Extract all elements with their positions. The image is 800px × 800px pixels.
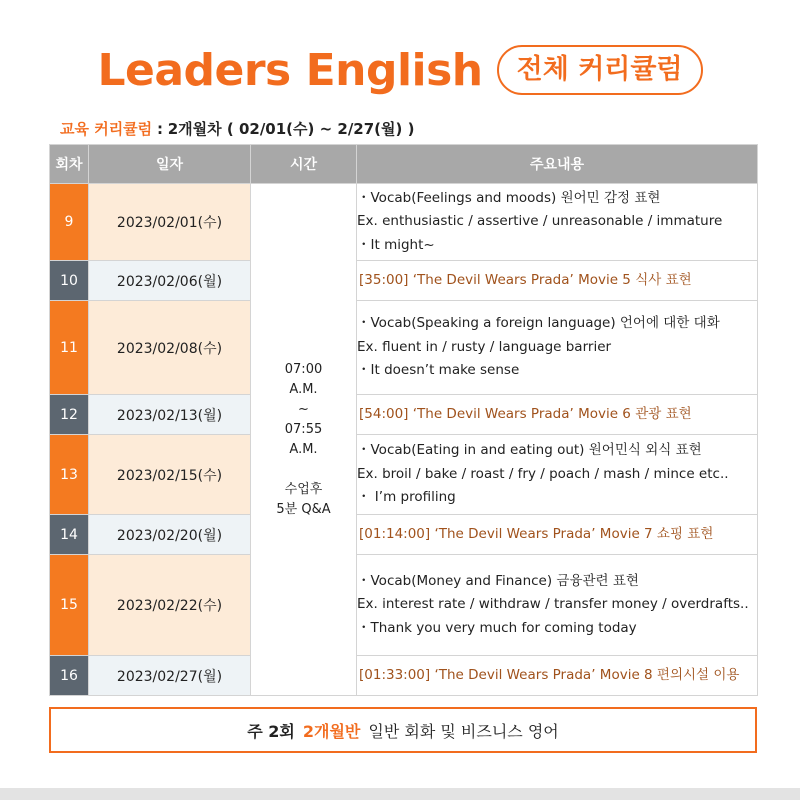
movie-line: [01:14:00] ‘The Devil Wears Prada’ Movie 7 쇼핑 표현: [359, 525, 714, 542]
movie-content: [357, 261, 758, 301]
subtitle: [60, 118, 414, 139]
time-line: 5분 Q&A: [276, 501, 331, 517]
session-date: 2023/02/06(월): [89, 261, 251, 301]
subtitle-colon: :: [156, 120, 163, 138]
session-number: 13: [50, 435, 89, 515]
movie-line: [35:00] ‘The Devil Wears Prada’ Movie 5 식사 표현: [359, 271, 692, 288]
content-line: Ex. interest rate / withdraw / transfer money / overdrafts..: [357, 596, 749, 613]
session-date: 2023/02/27(월): [89, 656, 251, 696]
title-bar: [0, 38, 800, 102]
content-line: ・ I’m profiling: [357, 489, 456, 506]
lesson-content: [357, 435, 758, 515]
time-line: 07:55: [284, 421, 323, 437]
lesson-content: [357, 184, 758, 261]
content-line: ・Thank you very much for coming today: [357, 619, 637, 636]
time-line: 수업후: [284, 481, 323, 497]
summary-frequency: 주 2회: [247, 721, 295, 741]
session-number: 10: [50, 261, 89, 301]
table-header-row: [50, 145, 758, 184]
time-line: 07:00: [284, 361, 323, 377]
lesson-content: [357, 301, 758, 395]
column-header-time: 시간: [251, 145, 357, 184]
movie-line: [54:00] ‘The Devil Wears Prada’ Movie 6 관광 표현: [359, 405, 692, 422]
movie-line: [01:33:00] ‘The Devil Wears Prada’ Movie 8 편의시설 이용: [359, 666, 740, 683]
session-date: 2023/02/13(월): [89, 395, 251, 435]
content-line: ・Vocab(Eating in and eating out) 원어민식 외식 표현: [357, 442, 702, 459]
session-number: 15: [50, 555, 89, 656]
summary-duration: 2개월반: [302, 721, 361, 741]
column-header-content: 주요내용: [357, 145, 758, 184]
session-date: 2023/02/08(수): [89, 301, 251, 395]
curriculum-badge: 전체 커리큘럼: [497, 45, 703, 95]
time-line: A.M.: [289, 381, 318, 397]
session-date: 2023/02/15(수): [89, 435, 251, 515]
summary-topic: 일반 회화 및 비즈니스 영어: [368, 721, 559, 741]
content-line: Ex. enthusiastic / assertive / unreasonable / immature: [357, 213, 723, 230]
movie-content: [357, 656, 758, 696]
table-row: [50, 656, 758, 696]
session-number: 12: [50, 395, 89, 435]
class-time: [251, 184, 357, 696]
column-header-session: 회차: [50, 145, 89, 184]
session-number: 9: [50, 184, 89, 261]
table-row: [50, 435, 758, 515]
content-line: Ex. fluent in / rusty / language barrier: [357, 338, 612, 355]
session-number: 14: [50, 515, 89, 555]
subtitle-period: 2개월차 ( 02/01(수) ~ 2/27(월) ): [167, 120, 415, 138]
subtitle-label: 교육 커리큘럼: [60, 120, 153, 138]
content-line: ・Vocab(Feelings and moods) 원어민 감정 표현: [357, 189, 661, 206]
table-row: [50, 301, 758, 395]
lesson-content: [357, 555, 758, 656]
session-date: 2023/02/22(수): [89, 555, 251, 656]
bottom-divider: [0, 788, 800, 800]
time-line: ~: [298, 401, 309, 417]
movie-content: [357, 515, 758, 555]
table-row: [50, 395, 758, 435]
session-number: 16: [50, 656, 89, 696]
content-line: ・It doesn’t make sense: [357, 362, 520, 379]
summary-banner: [49, 707, 757, 753]
content-line: ・It might~: [357, 236, 435, 253]
content-line: ・Vocab(Speaking a foreign language) 언어에 대한 대화: [357, 315, 720, 332]
time-spacer: [251, 460, 356, 480]
curriculum-table: [49, 144, 758, 696]
column-header-date: 일자: [89, 145, 251, 184]
session-date: 2023/02/01(수): [89, 184, 251, 261]
brand-title: Leaders English: [97, 44, 483, 96]
table-row: [50, 261, 758, 301]
time-line: A.M.: [289, 441, 318, 457]
table-row: [50, 515, 758, 555]
content-line: Ex. broil / bake / roast / fry / poach / mash / mince etc..: [357, 465, 729, 482]
table-row: [50, 184, 758, 261]
table-row: [50, 555, 758, 656]
movie-content: [357, 395, 758, 435]
session-date: 2023/02/20(월): [89, 515, 251, 555]
session-number: 11: [50, 301, 89, 395]
content-line: ・Vocab(Money and Finance) 금융관련 표현: [357, 572, 639, 589]
